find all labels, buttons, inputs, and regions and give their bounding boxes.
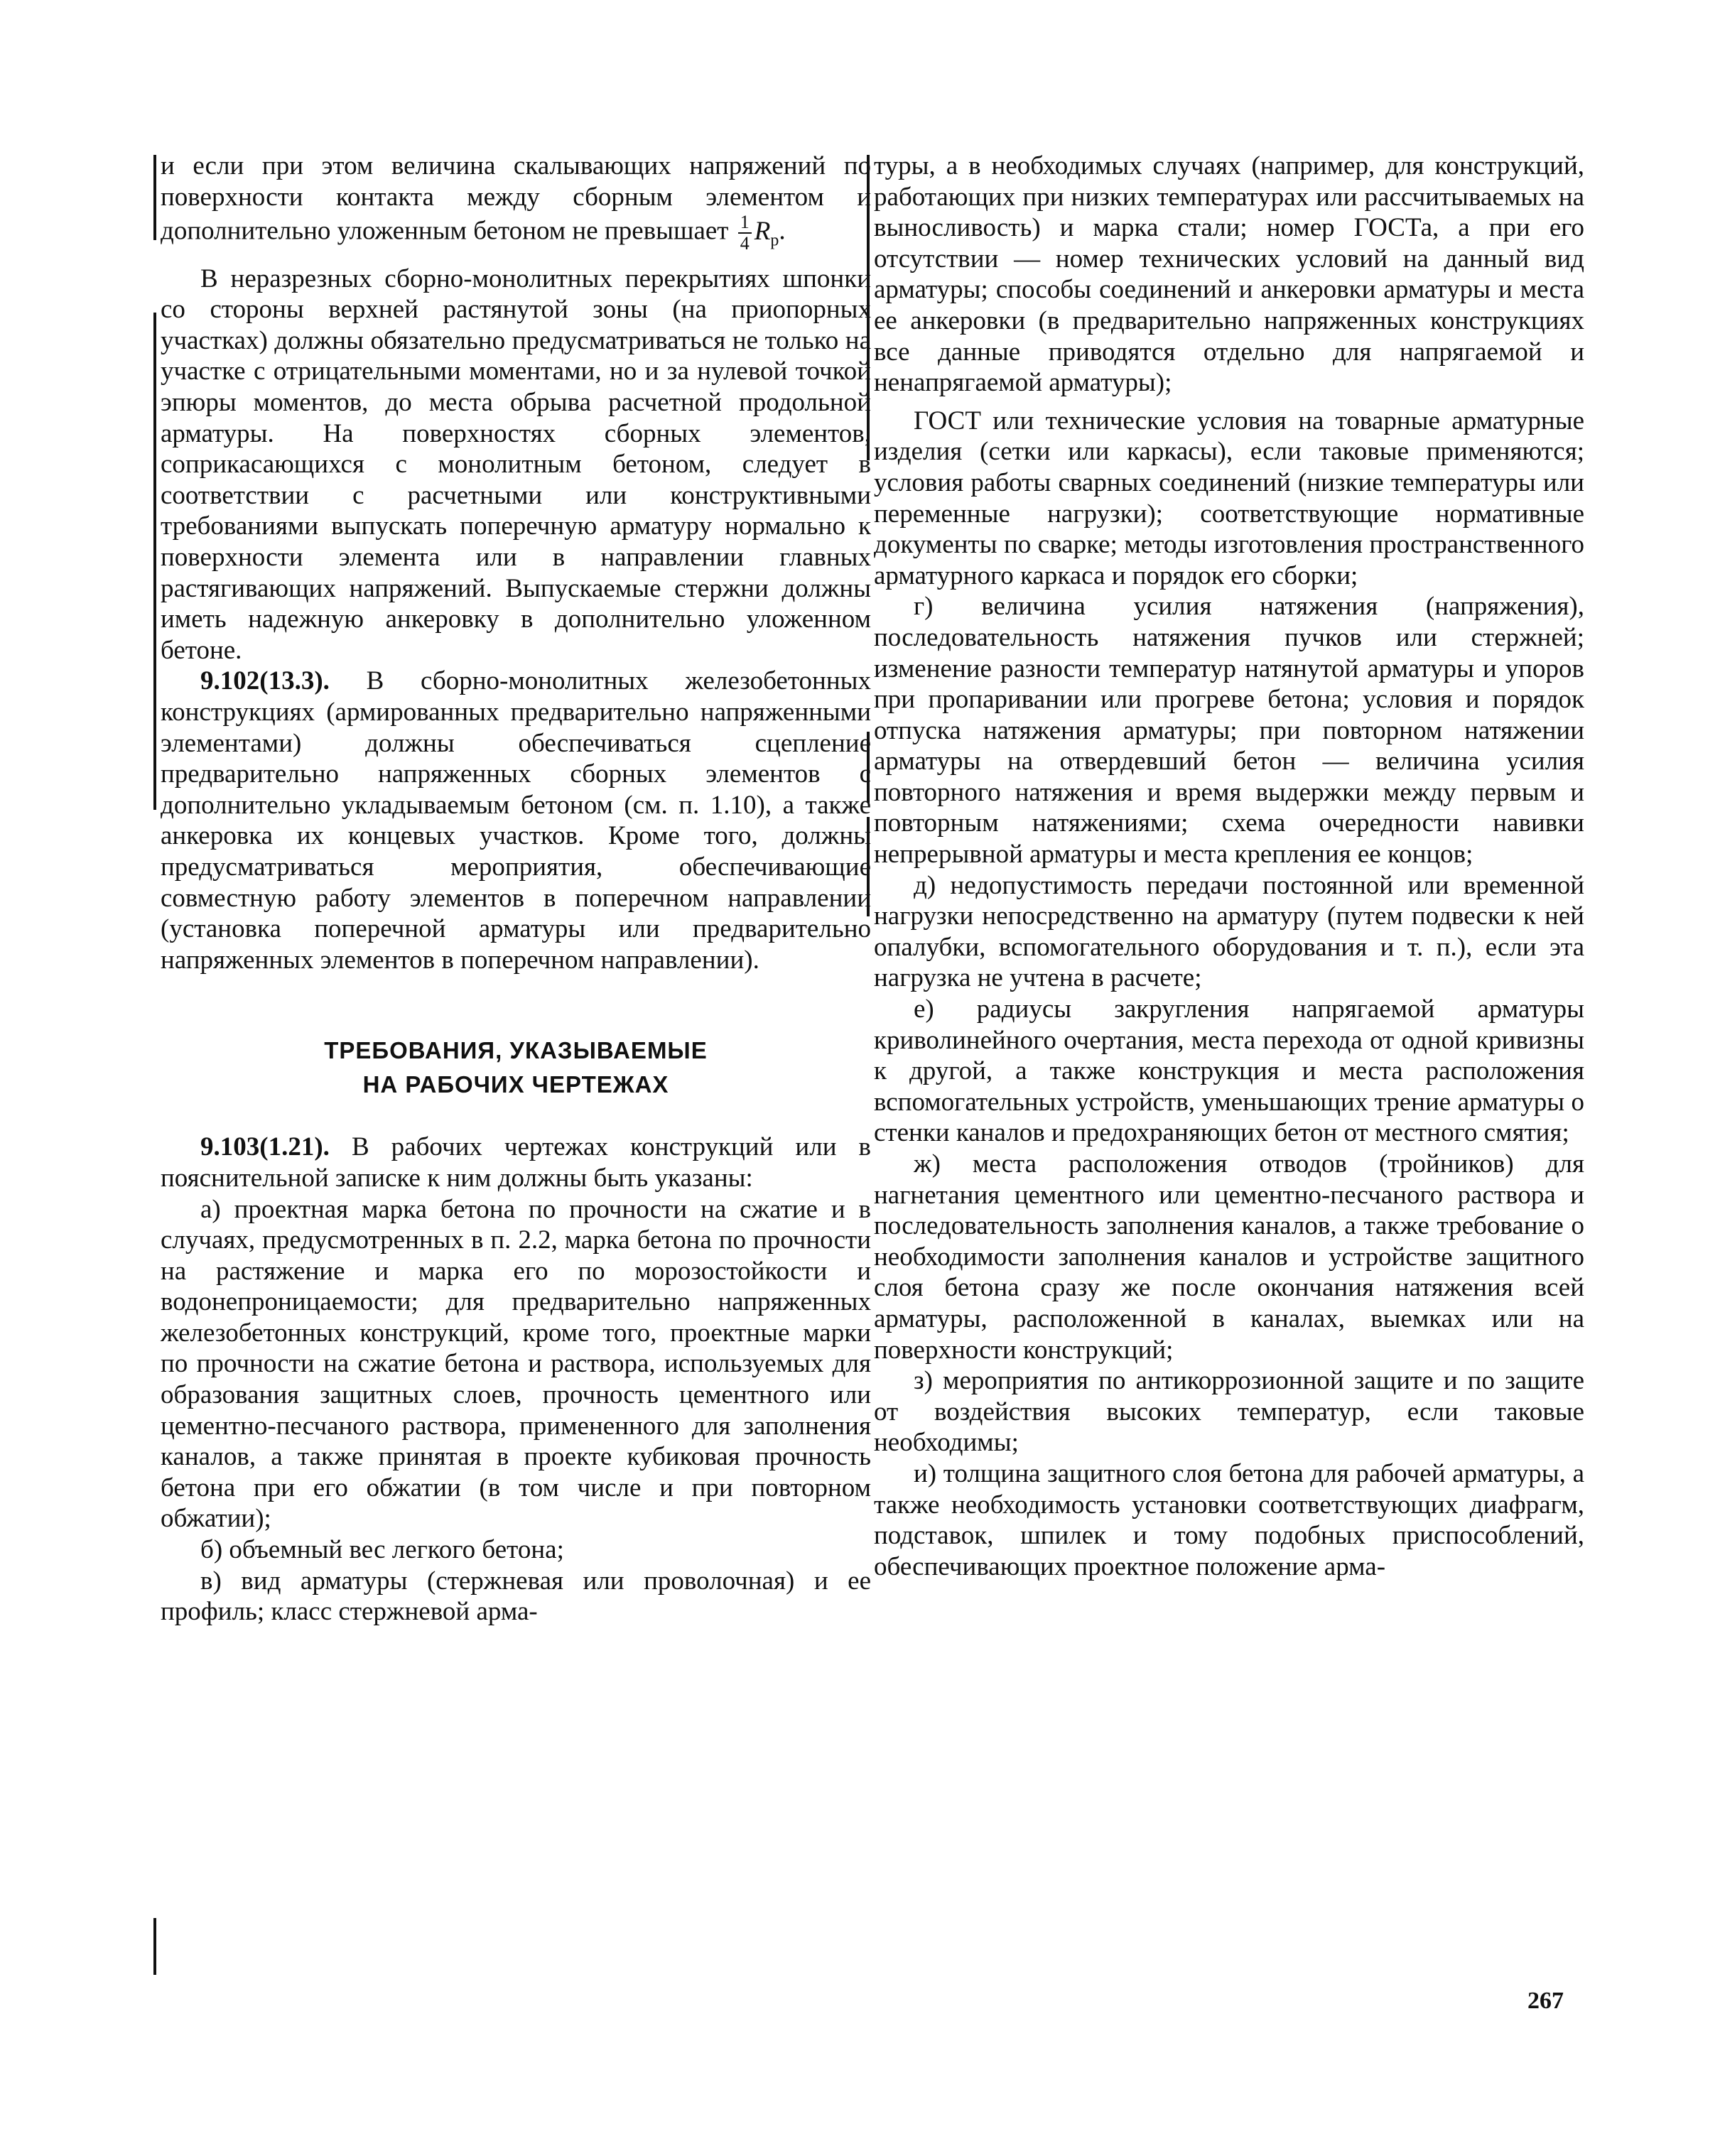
fraction-one-quarter xyxy=(738,212,752,254)
intro-end: . xyxy=(779,216,786,246)
list-item-zh: ж) места расположения отводов (тройников) для нагнетания цементного или цементно-песчаного раствора и последовательность заполнения каналов, а также требование о необходимости заполнения каналов и устройстве защитного слоя бетона сразу же после окончания натяжения всей арматуры, расположенной в каналах, выемках или на поверхности конструкций; xyxy=(874,1149,1584,1365)
paragraph-shponki: В неразрезных сборно-монолитных перекрытиях шпонки со стороны верхней растянутой зоны (на приопорных участках) должны обязательно предусматриваться не только на участке с отрицательными моментами, но и за нулевой точкой эпюры моментов, до места обрыва расчетной продольной арматуры. На поверхностях сборных элементов, соприкасающихся с монолитным бетоном, следует в соответствии с расчетными или конструктивными требованиями выпускать поперечную арматуру нормально к поверхности элемента или в направлении главных растягивающих напряжений. Выпускаемые стержни должны иметь надежную анкеровку в дополнительно уложенном бетоне. xyxy=(161,264,871,665)
list-item-z: з) мероприятия по антикоррозионной защите и по защите от воздействия высоких температур, если таковые необходимы; xyxy=(874,1366,1584,1458)
symbol-r: R xyxy=(754,216,771,246)
paragraph-intro xyxy=(161,151,871,256)
right-column xyxy=(874,151,1584,1582)
symbol-rp xyxy=(754,216,779,250)
fraction-numerator: 1 xyxy=(738,212,752,234)
margin-bar-left-mid xyxy=(153,313,156,810)
paragraph-continuation: туры, а в необходимых случаях (например, для конструкций, работающих при низких температурах или рассчитываемых на выносливость) и марка стали; номер ГОСТа, а при его отсутствии — номер технических условий на данный вид арматуры; способы соединений и анкеровки арматуры и места ее анкеровки (в предварительно напряженных конструкциях все данные приводятся отдельно для напрягаемой и ненапрягаемой арматуры); xyxy=(874,151,1584,398)
intro-text: и если при этом величина скалывающих напряжений по поверхности контакта между сборным элементом и дополнительно уложенным бетоном не превышает xyxy=(161,151,871,246)
list-item-e: е) радиусы закругления напрягаемой арматуры криволинейного очертания, места перехода от одной кривизны к другой, а также конструкция и места расположения вспомогательных устройств, уменьшающих трение арматуры о стенки каналов и предохраняющих бетон от местного смятия; xyxy=(874,995,1584,1148)
paragraph-gost: ГОСТ или технические условия на товарные арматурные изделия (сетки или каркасы), если таковые применяются; условия работы сварных соединений (низкие температуры или переменные нагрузки); соответствующие нормативные документы по сварке; методы изготовления пространственного арматурного каркаса и порядок его сборки; xyxy=(874,406,1584,590)
list-item-i: и) толщина защитного слоя бетона для рабочей арматуры, а также необходимость установки соответствующих диафрагм, подставок, шпилек и тому подобных приспособлений, обеспечивающих проектное положение арма- xyxy=(874,1458,1584,1581)
clause-text-9-102: В сборно-монолитных железобетонных конструкциях (армированных предварительно напряженными элементами) должны обеспечиваться сцепление предварительно напряженных сборных элементов с дополнительно укладываемым бетоном (см. п. 1.10), а также анкеровка их концевых участков. Кроме того, должны предусматриваться мероприятия, обеспечивающие совместную работу элементов в поперечном направлении (установка поперечной арматуры или предварительно напряженных элементов в поперечном направлении). xyxy=(161,666,872,975)
symbol-r-subscript: р xyxy=(770,231,779,250)
left-column xyxy=(161,151,871,1627)
heading-line-2: НА РАБОЧИХ ЧЕРТЕЖАХ xyxy=(362,1071,669,1098)
paragraph-9-102 xyxy=(161,666,871,975)
paragraph-9-103 xyxy=(161,1132,871,1193)
list-item-b: б) объемный вес легкого бетона; xyxy=(200,1535,564,1565)
margin-bar-left-bottom xyxy=(153,1918,156,1975)
list-item-v: в) вид арматуры (стержневая или проволочная) и ее профиль; класс стержневой арма- xyxy=(161,1566,871,1627)
clause-text-9-103: В рабочих чертежах конструкций или в пояснительной записке к ним должны быть указаны: xyxy=(161,1132,872,1193)
fraction-denominator: 4 xyxy=(740,233,750,254)
clause-number-9-103: 9.103(1.21). xyxy=(200,1132,330,1162)
clause-number-9-102: 9.102(13.3). xyxy=(200,666,330,696)
page-number: 267 xyxy=(1527,1988,1564,2014)
heading-line-1: ТРЕБОВАНИЯ, УКАЗЫВАЕМЫЕ xyxy=(324,1037,708,1064)
list-item-a: а) проектная марка бетона по прочности на сжатие и в случаях, предусмотренных в п. 2.2, марка бетона по прочности на растяжение и марка его по морозостойкости и водонепроницаемости; для предварительно напряженных железобетонных конструкций, кроме того, проектные марки по прочности на сжатие бетона и раствора, используемых для образования защитных слоев, прочность цементного или цементно-песчаного раствора, примененного для заполнения каналов, а также принятая в проекте кубиковая прочность бетона при его обжатии (в том числе и при повторном обжатии); xyxy=(161,1194,871,1534)
section-heading xyxy=(161,1034,871,1102)
list-item-d: д) недопустимость передачи постоянной или временной нагрузки непосредственно на арматуру (путем подвески к ней опалубки, вспомогательного оборудования и т. п.), если эта нагрузка не учтена в расчете; xyxy=(874,870,1584,993)
margin-bar-left-top xyxy=(153,155,156,240)
list-item-g: г) величина усилия натяжения (напряжения), последовательность натяжения пучков или стержней; изменение разности температур натянутой арматуры и упоров при пропаривании или прогреве бетона; условия и порядок отпуска натяжения арматуры; при повторном натяжении арматуры на отвердевший бетон — величина усилия повторного натяжения и время выдержки между первым и повторным натяжениями; схема очередности навивки непрерывной арматуры и места крепления ее концов; xyxy=(874,592,1584,870)
